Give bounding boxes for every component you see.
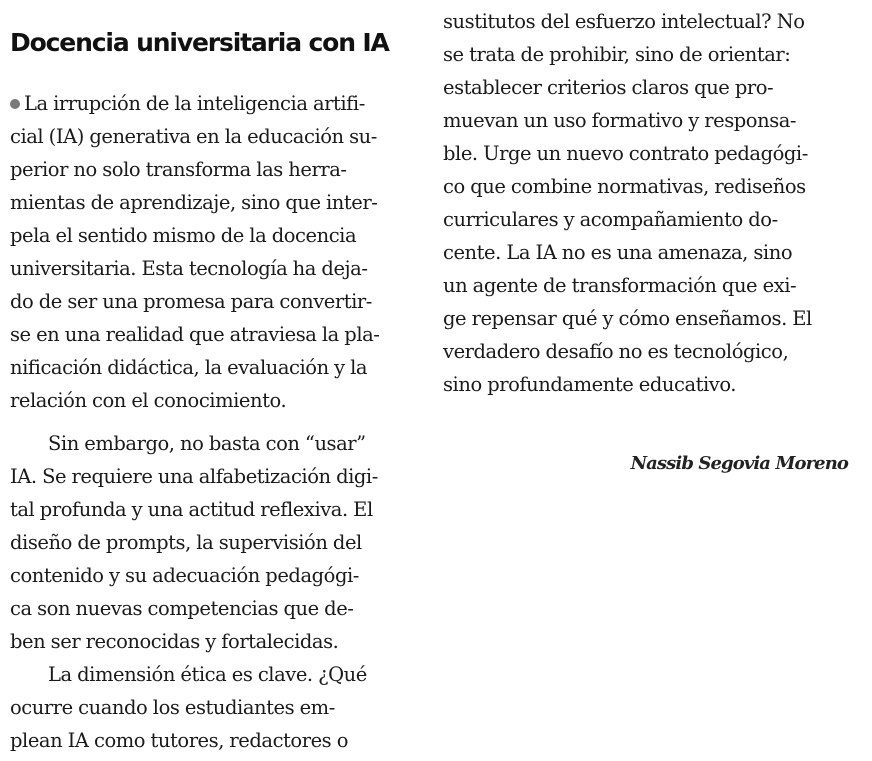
text-line: IA. Se requiere una alfabetización digi- — [10, 465, 378, 488]
text-line: se trata de prohibir, sino de orientar: — [443, 43, 791, 66]
text-line: contenido y su adecuación pedagógi- — [10, 564, 359, 587]
bullet-icon — [10, 99, 20, 109]
text-line: ge repensar qué y cómo enseñamos. El — [443, 307, 812, 330]
text-line: establecer criterios claros que pro- — [443, 76, 774, 99]
text-line: curriculares y acompañamiento do- — [443, 208, 778, 231]
text-line: pela el sentido mismo de la docencia — [10, 224, 357, 247]
text-line: plean IA como tutores, redactores o — [10, 729, 348, 752]
text-line: ble. Urge un nuevo contrato pedagógi- — [443, 142, 808, 165]
text-line: tal profunda y una actitud reflexiva. El — [10, 498, 373, 521]
text-line: relación con el conocimiento. — [10, 389, 287, 412]
text-line: muevan un uso formativo y responsa- — [443, 109, 797, 132]
text-line: ca son nuevas competencias que de- — [10, 597, 354, 620]
text-line: nificación didáctica, la evaluación y la — [10, 356, 368, 379]
text-line: ocurre cuando los estudiantes em- — [10, 696, 335, 719]
text-line: perior no solo transforma las herra- — [10, 158, 347, 181]
text-line: Sin embargo, no basta con “usar” — [48, 432, 366, 455]
text-line: sino profundamente educativo. — [443, 373, 737, 396]
author-signature: Nassib Segovia Moreno — [630, 453, 848, 474]
text-line: diseño de prompts, la supervisión del — [10, 531, 362, 554]
text-line: sustitutos del esfuerzo intelectual? No — [443, 10, 805, 33]
text-line: se en una realidad que atraviesa la pla- — [10, 323, 380, 346]
text-line: do de ser una promesa para convertir- — [10, 290, 372, 313]
text-line: cente. La IA no es una amenaza, sino — [443, 241, 793, 264]
text-line: un agente de transformación que exi- — [443, 274, 797, 297]
article-headline: Docencia universitaria con IA — [10, 28, 389, 57]
text-line: verdadero desafío no es tecnológico, — [443, 340, 789, 363]
text-line: La dimensión ética es clave. ¿Qué — [48, 663, 367, 686]
text-line: cial (IA) generativa en la educación su- — [10, 125, 377, 148]
text-line: co que combine normativas, rediseños — [443, 175, 806, 198]
text-line: mientas de aprendizaje, sino que inter- — [10, 191, 378, 214]
text-line — [10, 88, 365, 120]
text-line: ben ser reconocidas y fortalecidas. — [10, 630, 339, 653]
text-line: universitaria. Esta tecnología ha deja- — [10, 257, 368, 280]
text-line-content: La irrupción de la inteligencia artifi- — [24, 92, 365, 115]
